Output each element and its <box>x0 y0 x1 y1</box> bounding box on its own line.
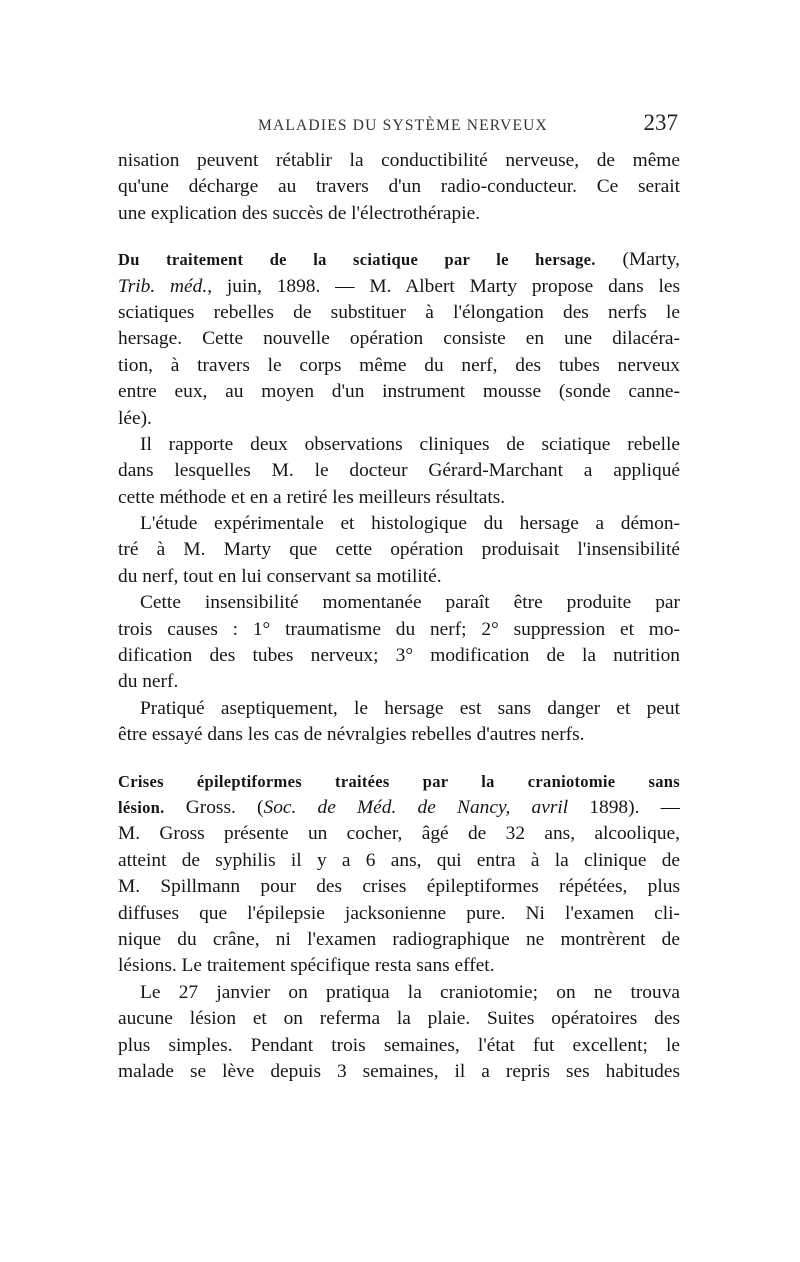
text-line: dification des tubes nerveux; 3° modification de la nutrition <box>118 645 680 667</box>
page-header <box>118 112 680 142</box>
text-line: diffuses que l'épilepsie jacksonienne pure. Ni l'examen cli- <box>118 902 680 924</box>
text-line: Cette insensibilité momentanée paraît être produite par <box>140 592 680 614</box>
text-line: aucune lésion et on referma la plaie. Suites opératoires des <box>118 1008 680 1030</box>
text-line: du nerf. <box>118 671 179 693</box>
section-title-sciatique: Du traitement de la sciatique par le hersage. <box>118 250 596 270</box>
text-line: dans lesquelles M. le docteur Gérard-Marchant a appliqué <box>118 460 680 482</box>
text-line: cette méthode et en a retiré les meilleurs résultats. <box>118 486 506 508</box>
text-line: tion, à travers le corps même du nerf, des tubes nerveux <box>118 354 680 376</box>
section-title-crises: Crises épileptiformes traitées par la craniotomie sans <box>118 771 680 791</box>
journal-reference: Trib. méd. <box>118 275 208 297</box>
text-line: Le 27 janvier on pratiqua la craniotomie; on ne trouva <box>140 981 680 1003</box>
text-line: nique du crâne, ni l'examen radiographique ne montrèrent de <box>118 928 680 950</box>
text-line: plus simples. Pendant trois semaines, l'état fut excellent; le <box>118 1034 680 1056</box>
text-line: une explication des succès de l'électrothérapie. <box>118 202 481 224</box>
text-line: tré à M. Marty que cette opération produisait l'insensibilité <box>118 539 680 561</box>
text-line: entre eux, au moyen d'un instrument mousse (sonde canne- <box>118 381 680 403</box>
text-line: L'étude expérimentale et histologique du hersage a démon- <box>140 513 680 535</box>
text-line: qu'une décharge au travers d'un radio-conducteur. Ce serait <box>118 176 680 198</box>
text-line: M. Gross présente un cocher, âgé de 32 ans, alcoolique, <box>118 823 680 845</box>
text-line: trois causes : 1° traumatisme du nerf; 2° suppression et mo- <box>118 618 680 640</box>
text-line: lésion. Gross. (Soc. de Méd. de Nancy, avril 1898). — <box>118 796 680 818</box>
text-line: Pratiqué aseptiquement, le hersage est sans danger et peut <box>140 697 680 719</box>
text-line: malade se lève depuis 3 semaines, il a repris ses habitudes <box>118 1060 680 1082</box>
text-line: Trib. méd., juin, 1898. — M. Albert Marty propose dans les <box>118 275 680 297</box>
page-number: 237 <box>643 110 678 135</box>
text-line: sciatiques rebelles de substituer à l'élongation des nerfs le <box>118 301 680 323</box>
text-line: Il rapporte deux observations cliniques de sciatique rebelle <box>140 433 680 455</box>
text-line: du nerf, tout en lui conservant sa motilité. <box>118 565 442 587</box>
text-line: hersage. Cette nouvelle opération consiste en une dilacéra- <box>118 328 680 350</box>
text-line: être essayé dans les cas de névralgies rebelles d'autres nerfs. <box>118 724 585 746</box>
text-line: nisation peuvent rétablir la conductibilité nerveuse, de même <box>118 150 680 171</box>
text-line: M. Spillmann pour des crises épileptiformes répétées, plus <box>118 876 680 898</box>
text-line: atteint de syphilis il y a 6 ans, qui entra à la clinique de <box>118 849 680 871</box>
text-line: lésions. Le traitement spécifique resta sans effet. <box>118 955 495 977</box>
section-heading-line <box>118 769 680 795</box>
section-heading-line: Du traitement de la sciatique par le hersage. (Marty, <box>118 249 680 271</box>
journal-reference: Soc. de Méd. de Nancy, avril <box>263 796 569 818</box>
running-head: MALADIES DU SYSTÈME NERVEUX <box>258 117 548 134</box>
text-line: lée). <box>118 407 152 429</box>
page-body <box>118 148 680 1085</box>
